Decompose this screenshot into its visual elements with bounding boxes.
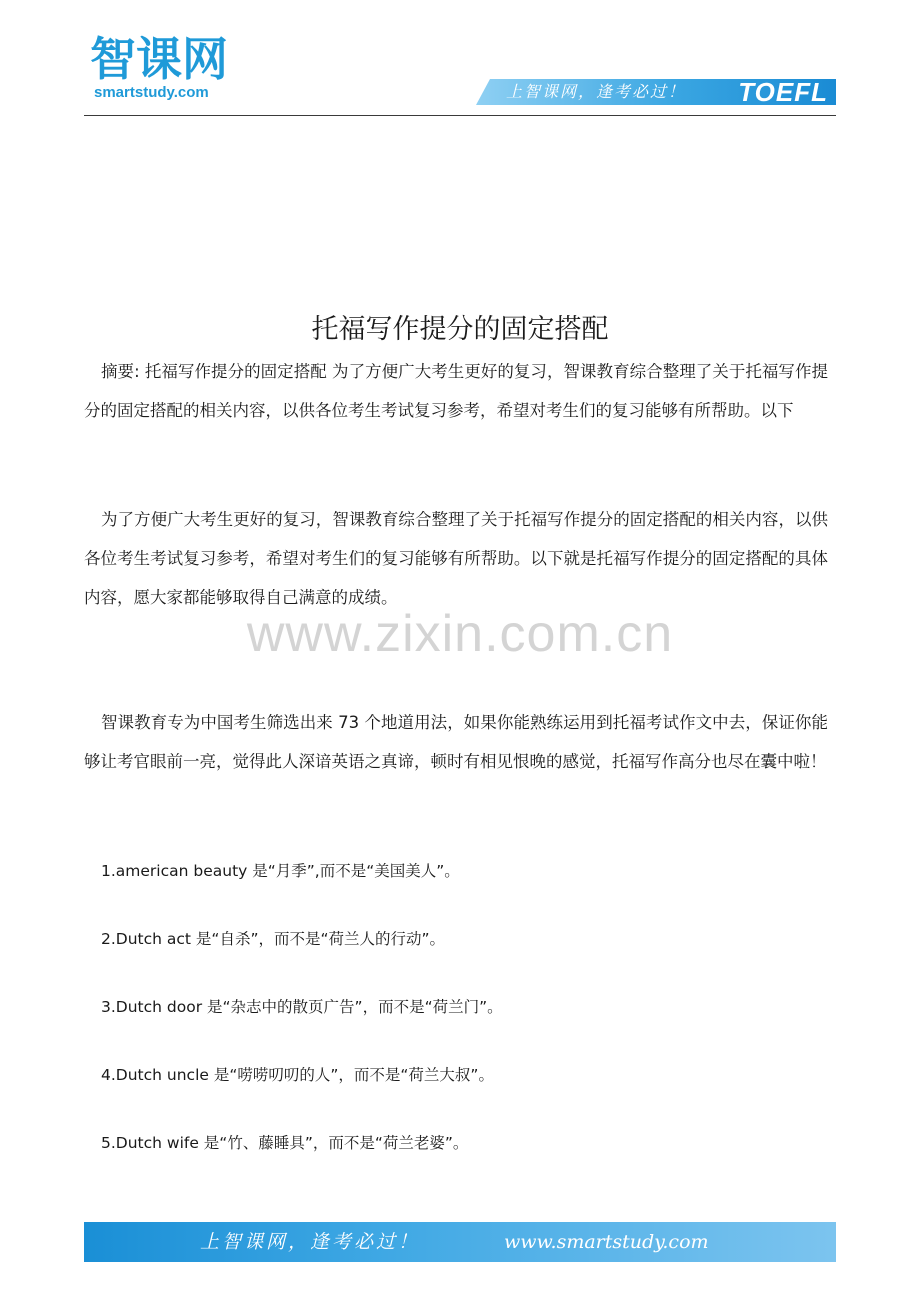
abstract-paragraph: 摘要: 托福写作提分的固定搭配 为了方便广大考生更好的复习，智课教育综合整理了关于托福写作提分的固定搭配的相关内容，以供各位考生考试复习参考，希望对考生们的复习能够有所帮助。以下 [84, 362, 828, 420]
exam-label: TOEFL [738, 77, 828, 107]
list-item: 2.Dutch act 是“自杀”，而不是“荷兰人的行动”。 [101, 930, 446, 948]
intro-paragraph: 为了方便广大考生更好的复习，智课教育综合整理了关于托福写作提分的固定搭配的相关内容，以供各位考生考试复习参考，希望对考生们的复习能够有所帮助。以下就是托福写作提分的固定搭配的具体内容，愿大家都能够取得自己满意的成绩。 [84, 510, 828, 607]
watermark-text: www.zixin.com.cn [246, 605, 674, 663]
header-slogan: 上智课网，逢考必过！ [506, 82, 687, 101]
list-item: 1.american beauty 是“月季”,而不是“美国美人”。 [101, 862, 460, 880]
document-title: 托福写作提分的固定搭配 [311, 314, 609, 345]
logo-domain-text: smartstudy.com [94, 84, 209, 101]
footer-slogan: 上智课网，逢考必过！ [200, 1231, 421, 1253]
header-banner [476, 79, 836, 105]
logo-chinese-wordmark: 智课网 [90, 32, 228, 86]
list-item: 4.Dutch uncle 是“唠唠叨叨的人”，而不是“荷兰大叔”。 [101, 1066, 494, 1084]
header-divider [84, 115, 836, 116]
page-footer-banner [84, 1222, 836, 1262]
footer-website-link[interactable]: www.smartstudy.com [504, 1231, 709, 1253]
list-item: 3.Dutch door 是“杂志中的散页广告”，而不是“荷兰门”。 [101, 998, 503, 1016]
list-item: 5.Dutch wife 是“竹、藤睡具”，而不是“荷兰老婆”。 [101, 1134, 469, 1152]
page-header [84, 30, 836, 118]
smartstudy-logo[interactable] [90, 32, 250, 102]
lead-paragraph: 智课教育专为中国考生筛选出来 73 个地道用法，如果你能熟练运用到托福考试作文中去，保证你能够让考官眼前一亮，觉得此人深谙英语之真谛，顿时有相见恨晚的感觉，托福写作高分也尽在囊中啦！ [84, 713, 828, 771]
